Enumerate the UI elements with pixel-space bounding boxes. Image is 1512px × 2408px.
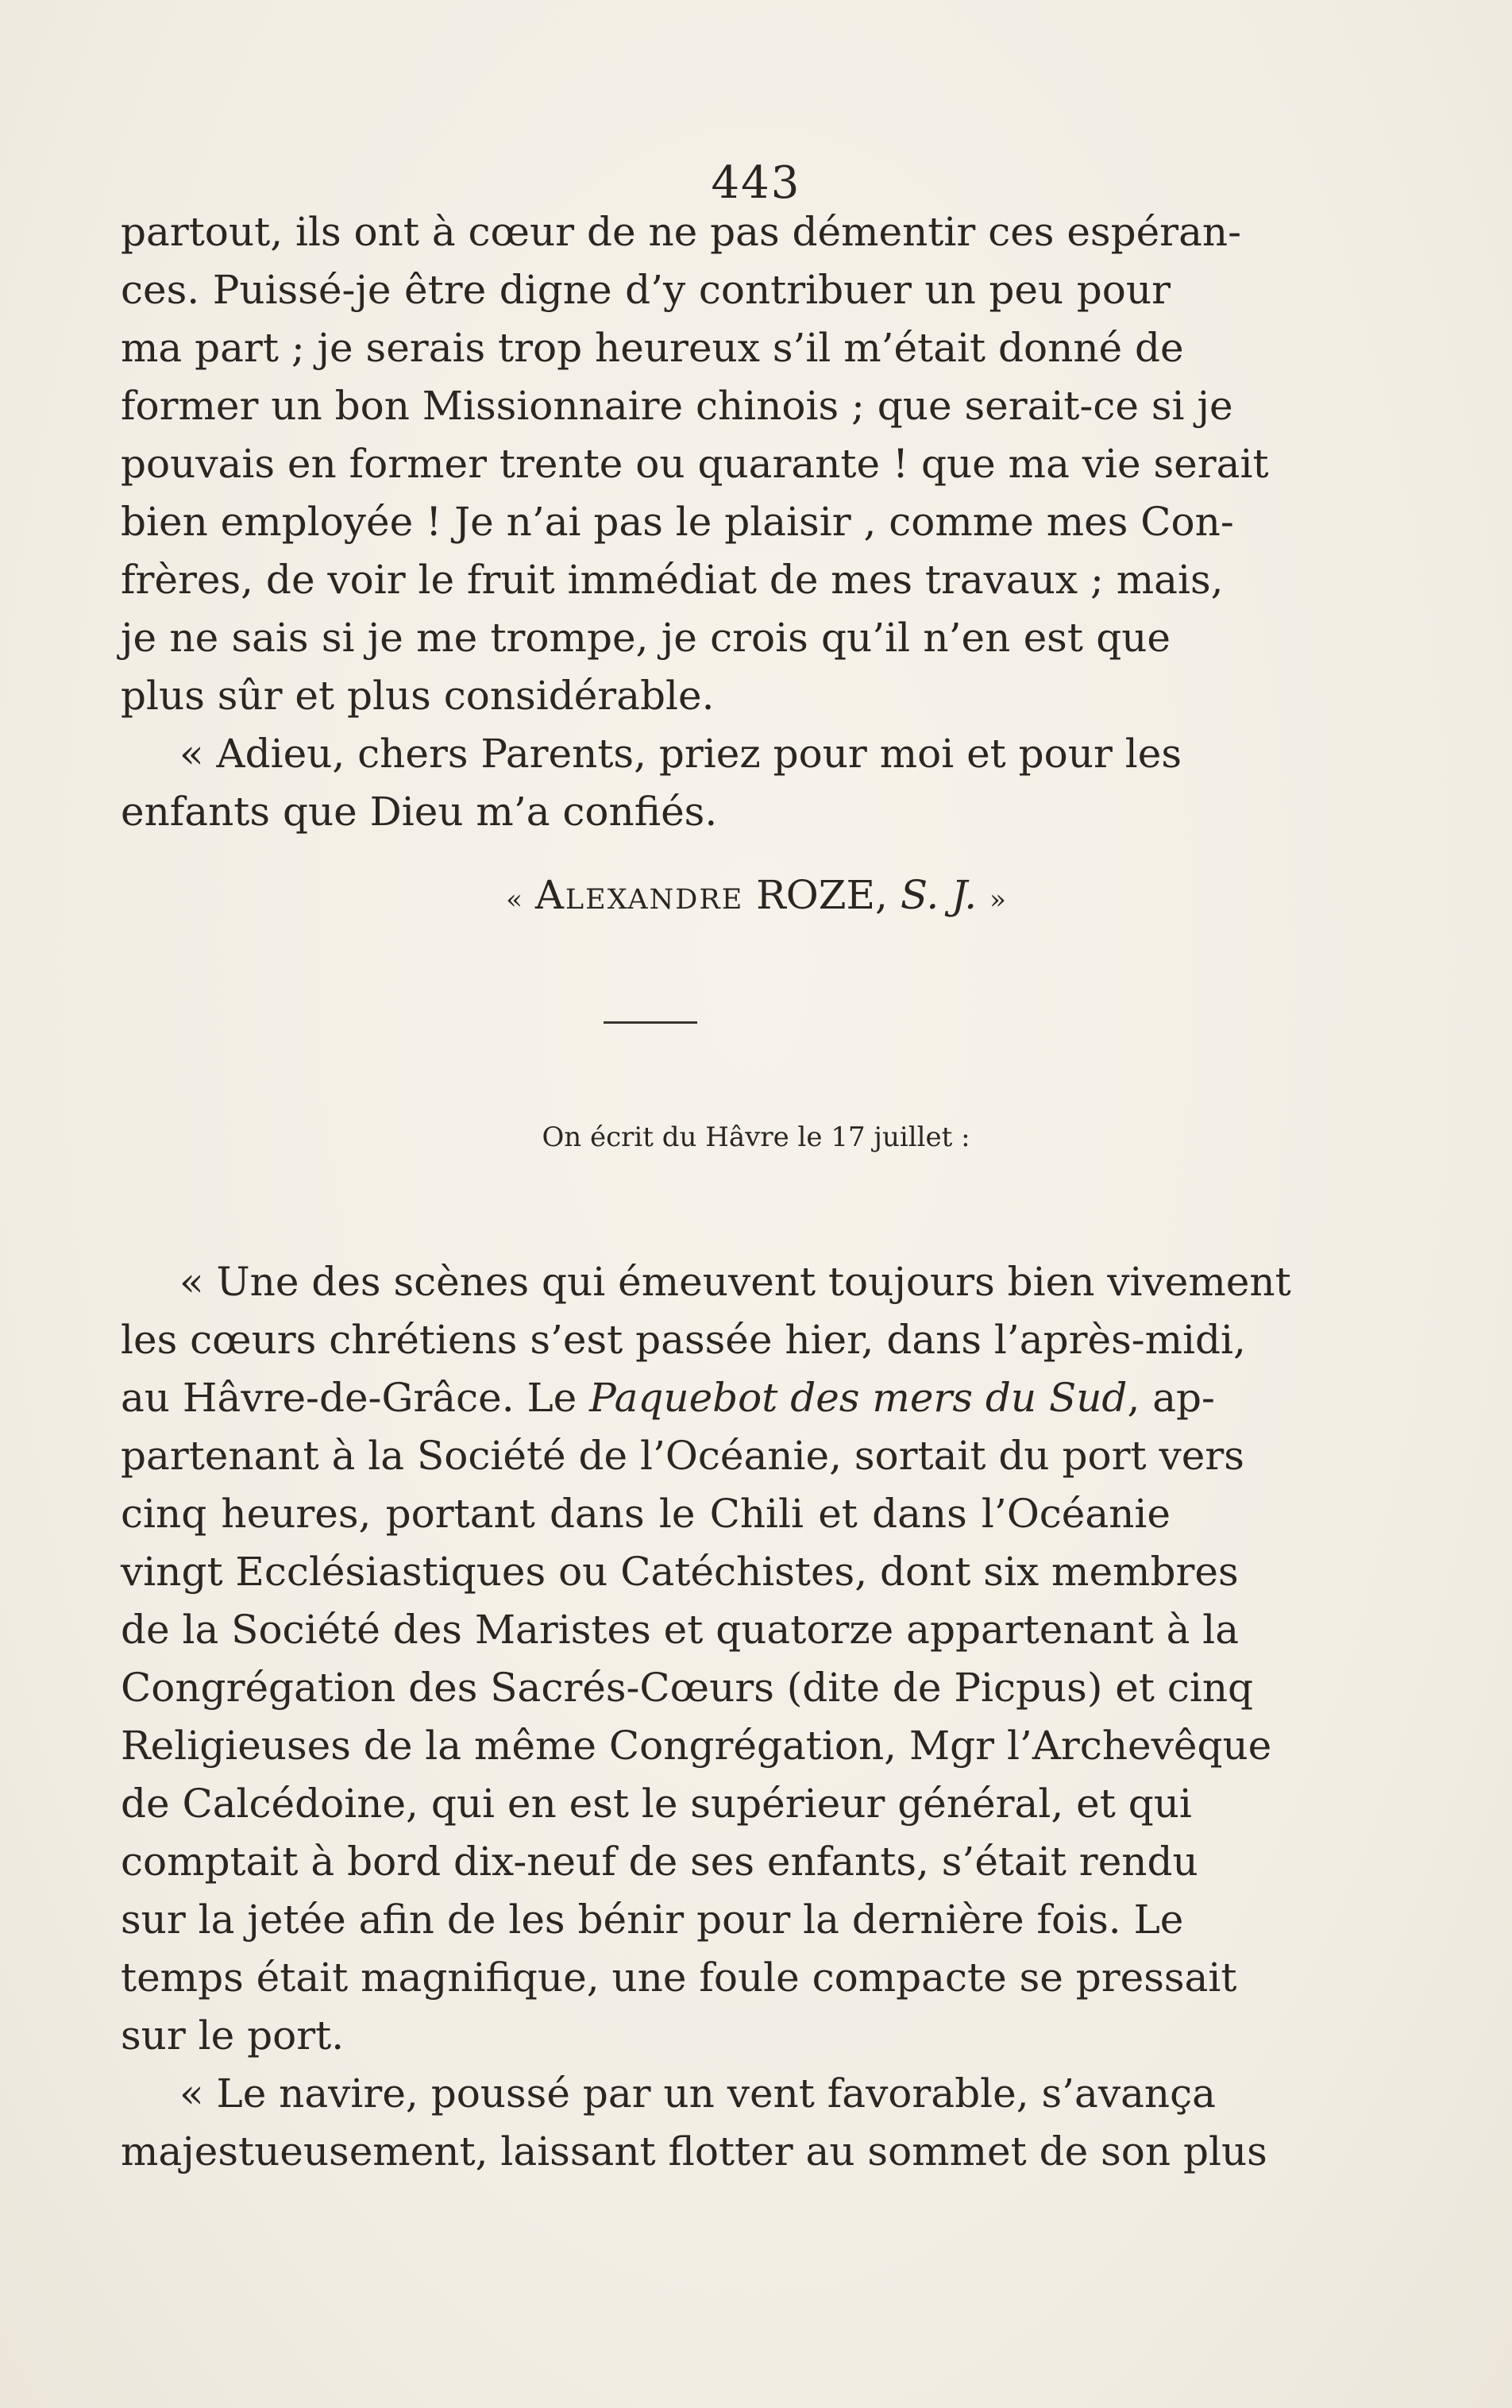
text-line <box>121 1369 1215 1427</box>
signature-order: S. J. <box>900 872 978 918</box>
text-line: bien employée ! Je n’ai pas le plaisir , comme mes Con- <box>121 499 1234 545</box>
text-line: de Calcédoine, qui en est le supérieur général, et qui <box>121 1781 1192 1827</box>
text-line: partenant à la Société de l’Océanie, sortait du port vers <box>121 1433 1244 1479</box>
text-line: former un bon Missionnaire chinois ; que serait-ce si je <box>121 383 1233 429</box>
text-line: partout, ils ont à cœur de ne pas démentir ces espéran- <box>121 209 1241 255</box>
signature-close-quote: » <box>989 884 1006 916</box>
text-line: les cœurs chrétiens s’est passée hier, dans l’après-midi, <box>121 1317 1246 1363</box>
text-line: plus sûr et plus considérable. <box>121 673 715 719</box>
text-line: majestueusement, laissant flotter au sommet de son plus <box>121 2128 1267 2175</box>
signature-first-name: Alexandre <box>534 872 744 918</box>
text-line: enfants que Dieu m’a confiés. <box>121 789 718 835</box>
text-line: de la Société des Maristes et quatorze appartenant à la <box>121 1607 1240 1653</box>
letter-signature <box>0 872 1512 918</box>
letter-ending-paragraph <box>121 203 1269 841</box>
text-line: Religieuses de la même Congrégation, Mgr l’Archevêque <box>121 1723 1272 1769</box>
text-line: frères, de voir le fruit immédiat de mes travaux ; mais, <box>121 557 1224 603</box>
text-line: pouvais en former trente ou quarante ! que ma vie serait <box>121 441 1269 487</box>
text-line: ces. Puissé-je être digne d’y contribuer un peu pour <box>121 267 1171 313</box>
text-line: sur le port. <box>121 2012 345 2059</box>
text-line: je ne sais si je me trompe, je crois qu’il n’en est que <box>121 615 1171 661</box>
havre-report-paragraph <box>121 1253 1291 2181</box>
text-line: sur la jetée afin de les bénir pour la dernière fois. Le <box>121 1897 1184 1943</box>
text-line: cinq heures, portant dans le Chili et dans l’Océanie <box>121 1491 1171 1537</box>
signature-open-quote: « <box>506 884 523 916</box>
text-run: au Hâvre-de-Grâce. Le <box>121 1375 590 1421</box>
text-line: « Adieu, chers Parents, priez pour moi et pour les <box>179 731 1182 777</box>
section-divider <box>604 1021 697 1024</box>
text-line: comptait à bord dix-neuf de ses enfants, s’était rendu <box>121 1839 1198 1885</box>
text-line: vingt Ecclésiastiques ou Catéchistes, dont six membres <box>121 1549 1239 1595</box>
text-line: Congrégation des Sacrés-Cœurs (dite de Picpus) et cinq <box>121 1665 1254 1711</box>
text-run: , ap- <box>1127 1375 1215 1421</box>
text-line: temps était magnifique, une foule compacte se pressait <box>121 1955 1237 2001</box>
page-number: 443 <box>711 157 801 209</box>
signature-last-name: ROZE, <box>756 872 888 918</box>
text-line: « Une des scènes qui émeuvent toujours bien vivement <box>179 1259 1291 1305</box>
ship-name: Paquebot des mers du Sud <box>589 1375 1128 1421</box>
text-line: « Le navire, poussé par un vent favorable, s’avança <box>179 2070 1216 2117</box>
dateline: On écrit du Hâvre le 17 juillet : <box>542 1121 970 1153</box>
text-line: ma part ; je serais trop heureux s’il m’était donné de <box>121 325 1184 371</box>
